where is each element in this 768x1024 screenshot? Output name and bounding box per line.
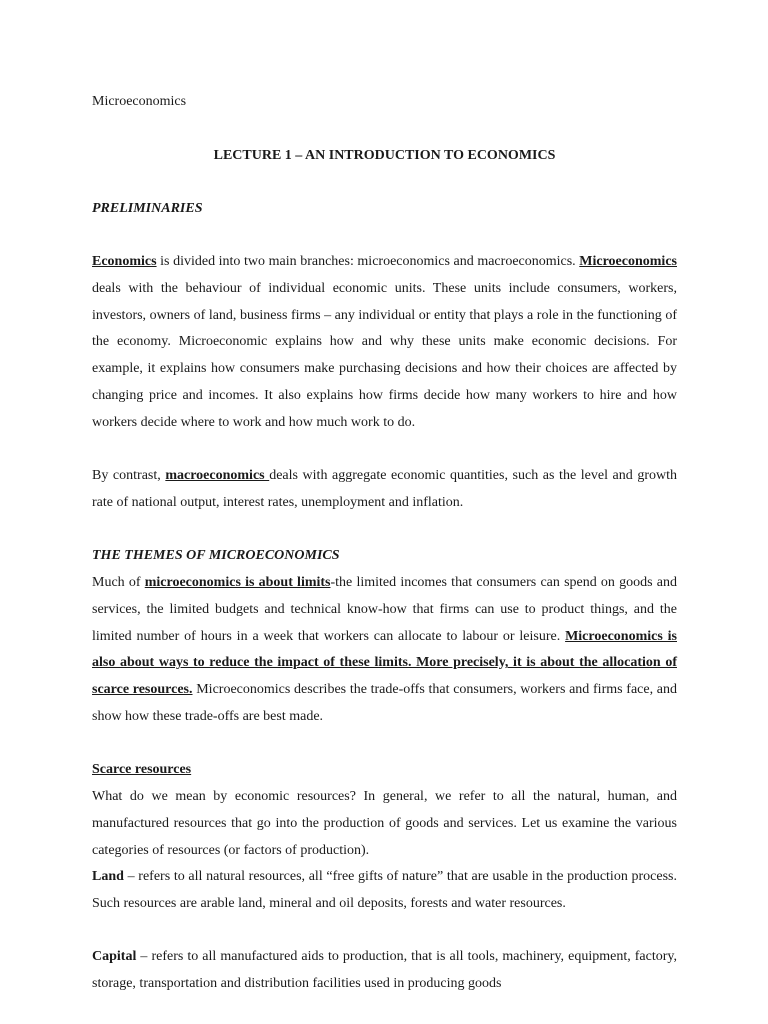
paragraph-resources-intro: What do we mean by economic resources? In general, we refer to all the natural, human, and manufactured resources that go into the production of goods and services. Let us examine the various categories of resources (or factors of production). [92, 789, 677, 858]
paragraph-text: deals with the behaviour of individual economic units. These units include consumers, workers, investors, owners of land, business firms – any individual or entity that plays a role in the functioning of the economy. Microeconomic explains how and why these units make economic decisions. For example, it explains how consumers make purchasing decisions and how their choices are affected by changing price and incomes. It also explains how firms decide how many workers to hire and how workers decide where to work and how much work to do. [92, 280, 677, 430]
paragraph-land [92, 864, 677, 918]
course-header: Microeconomics [92, 94, 187, 109]
term-land: Land [92, 869, 124, 884]
paragraph-macroeconomics [92, 463, 677, 517]
heading-themes: THE THEMES OF MICROECONOMICS [92, 548, 340, 563]
paragraph-text: – refers to all natural resources, all “free gifts of nature” that are usable in the production process. Such resources are arable land, mineral and oil deposits, forests and water resources. [92, 869, 677, 911]
paragraph-themes [92, 570, 677, 731]
lecture-title: LECTURE 1 – AN INTRODUCTION TO ECONOMICS [213, 148, 556, 163]
heading-scarce-resources: Scarce resources [92, 762, 192, 777]
paragraph-text: – refers to all manufactured aids to production, that is all tools, machinery, equipment, factory, storage, transportation and distribution facilities used in producing goods [92, 949, 677, 991]
term-microeconomics: Microeconomics [579, 254, 677, 269]
paragraph-text: is divided into two main branches: microeconomics and macroeconomics. [156, 254, 580, 269]
paragraph-economics-branches [92, 249, 677, 437]
paragraph-capital [92, 944, 677, 998]
term-scarce-resources-allocation: Microeconomics is also about ways to reduce the impact of these limits. More precisely, it is about the allocation of scarce resources. [92, 628, 677, 698]
heading-preliminaries: PRELIMINARIES [92, 201, 203, 216]
paragraph-text: -the limited incomes that consumers can spend on goods and services, the limited budgets and technical know-how that firms can use to product things, and the limited number of hours in a week that workers can allocate to labour or leisure. [92, 575, 677, 644]
paragraph-text: Microeconomics describes the trade-offs that consumers, workers and firms face, and show how these trade-offs are best made. [92, 682, 678, 724]
term-limits: microeconomics is about limits [144, 575, 331, 590]
paragraph-text: deals with aggregate economic quantities, such as the level and growth rate of national output, interest rates, unemployment and inflation. [92, 468, 678, 510]
paragraph-text: Much of [92, 575, 145, 590]
paragraph-text: By contrast, [92, 468, 166, 483]
term-capital: Capital [92, 949, 137, 964]
term-economics: Economics [92, 254, 157, 269]
term-macroeconomics: macroeconomics [165, 468, 270, 483]
